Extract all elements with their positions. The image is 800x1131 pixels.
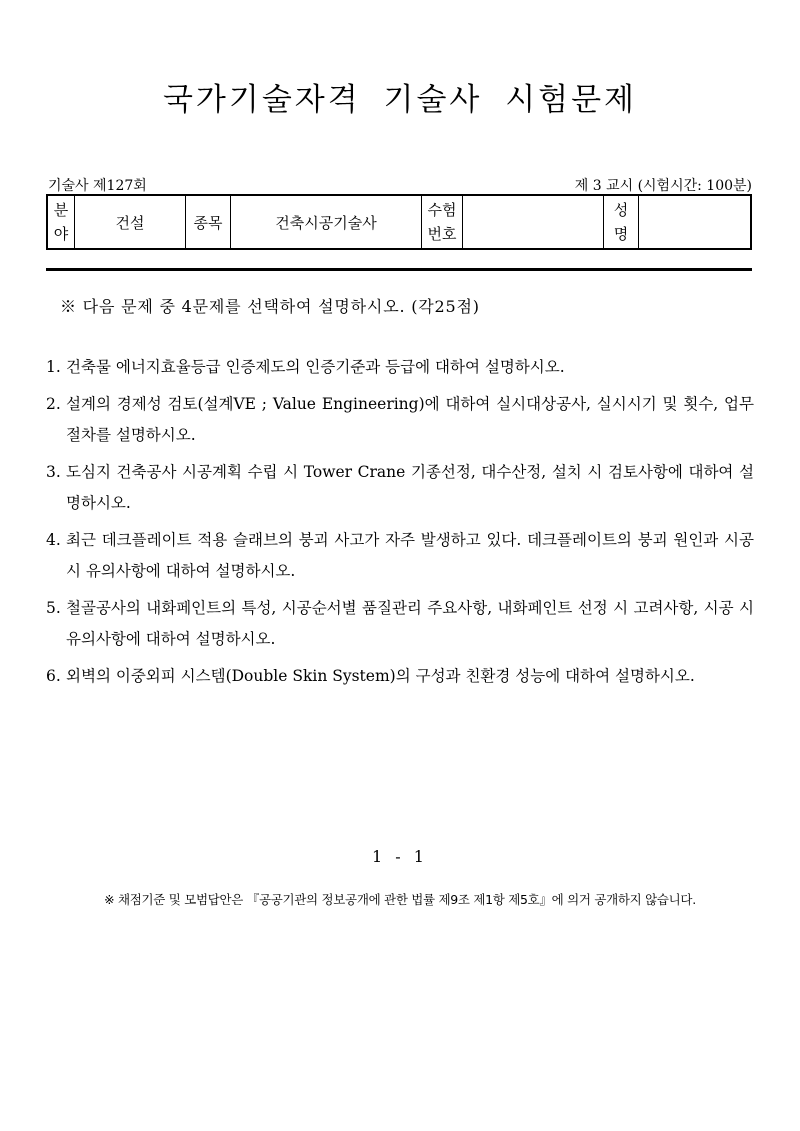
- page-number: 1 - 1: [372, 847, 428, 866]
- question-list: [46, 352, 754, 698]
- exam-session: 제 3 교시 (시험시간: 100분): [574, 178, 752, 194]
- question-number: 4.: [46, 531, 61, 549]
- instruction-text: ※ 다음 문제 중 4문제를 선택하여 설명하시오. (각25점): [60, 297, 480, 316]
- exam-number-label-line1: 수험: [427, 201, 457, 219]
- question-text: 최근 데크플레이트 적용 슬래브의 붕괴 사고가 자주 발생하고 있다. 데크플레이트의 붕괴 원인과 시공 시 유의사항에 대하여 설명하시오.: [66, 531, 754, 580]
- exam-info-table: [46, 194, 752, 250]
- question-text: 설계의 경제성 검토(설계VE ; Value Engineering)에 대하여 실시대상공사, 실시시기 및 횟수, 업무절차를 설명하시오.: [66, 395, 754, 444]
- question-text: 건축물 에너지효율등급 인증제도의 인증기준과 등급에 대하여 설명하시오.: [66, 358, 565, 376]
- exam-number-field[interactable]: [463, 195, 604, 249]
- question-item: [46, 389, 754, 451]
- question-number: 5.: [46, 599, 61, 617]
- question-item: [46, 593, 754, 655]
- name-label-cell: [604, 195, 639, 249]
- exam-number-label-line2: 번호: [427, 225, 457, 243]
- question-item: [46, 661, 754, 692]
- question-text: 도심지 건축공사 시공계획 수립 시 Tower Crane 기종선정, 대수산정, 설치 시 검토사항에 대하여 설명하시오.: [66, 463, 754, 512]
- question-number: 3.: [46, 463, 61, 481]
- question-item: [46, 352, 754, 383]
- exam-title: 국가기술자격 기술사 시험문제: [162, 82, 637, 118]
- question-number: 6.: [46, 667, 61, 685]
- question-number: 1.: [46, 358, 61, 376]
- category-label: 종목: [186, 195, 231, 249]
- header-divider: [46, 268, 752, 271]
- name-label-line2: 명: [613, 225, 629, 243]
- question-item: [46, 525, 754, 587]
- field-value: 건설: [75, 195, 186, 249]
- exam-meta-row: [48, 175, 752, 193]
- exam-round: 기술사 제127회: [48, 178, 147, 194]
- question-item: [46, 457, 754, 519]
- field-label-cell: [47, 195, 75, 249]
- question-text: 외벽의 이중외피 시스템(Double Skin System)의 구성과 친환경 성능에 대하여 설명하시오.: [66, 667, 695, 685]
- name-label-line1: 성: [613, 201, 629, 219]
- exam-number-label-cell: [422, 195, 463, 249]
- question-number: 2.: [46, 395, 61, 413]
- field-label-line2: 야: [53, 225, 69, 243]
- field-label-line1: 분: [53, 201, 69, 219]
- category-value: 건축시공기술사: [231, 195, 422, 249]
- disclosure-footnote: ※ 채점기준 및 모범답안은 『공공기관의 정보공개에 관한 법률 제9조 제1항 제5호』에 의거 공개하지 않습니다.: [104, 892, 696, 907]
- name-field[interactable]: [639, 195, 752, 249]
- question-text: 철골공사의 내화페인트의 특성, 시공순서별 품질관리 주요사항, 내화페인트 선정 시 고려사항, 시공 시 유의사항에 대하여 설명하시오.: [66, 599, 754, 648]
